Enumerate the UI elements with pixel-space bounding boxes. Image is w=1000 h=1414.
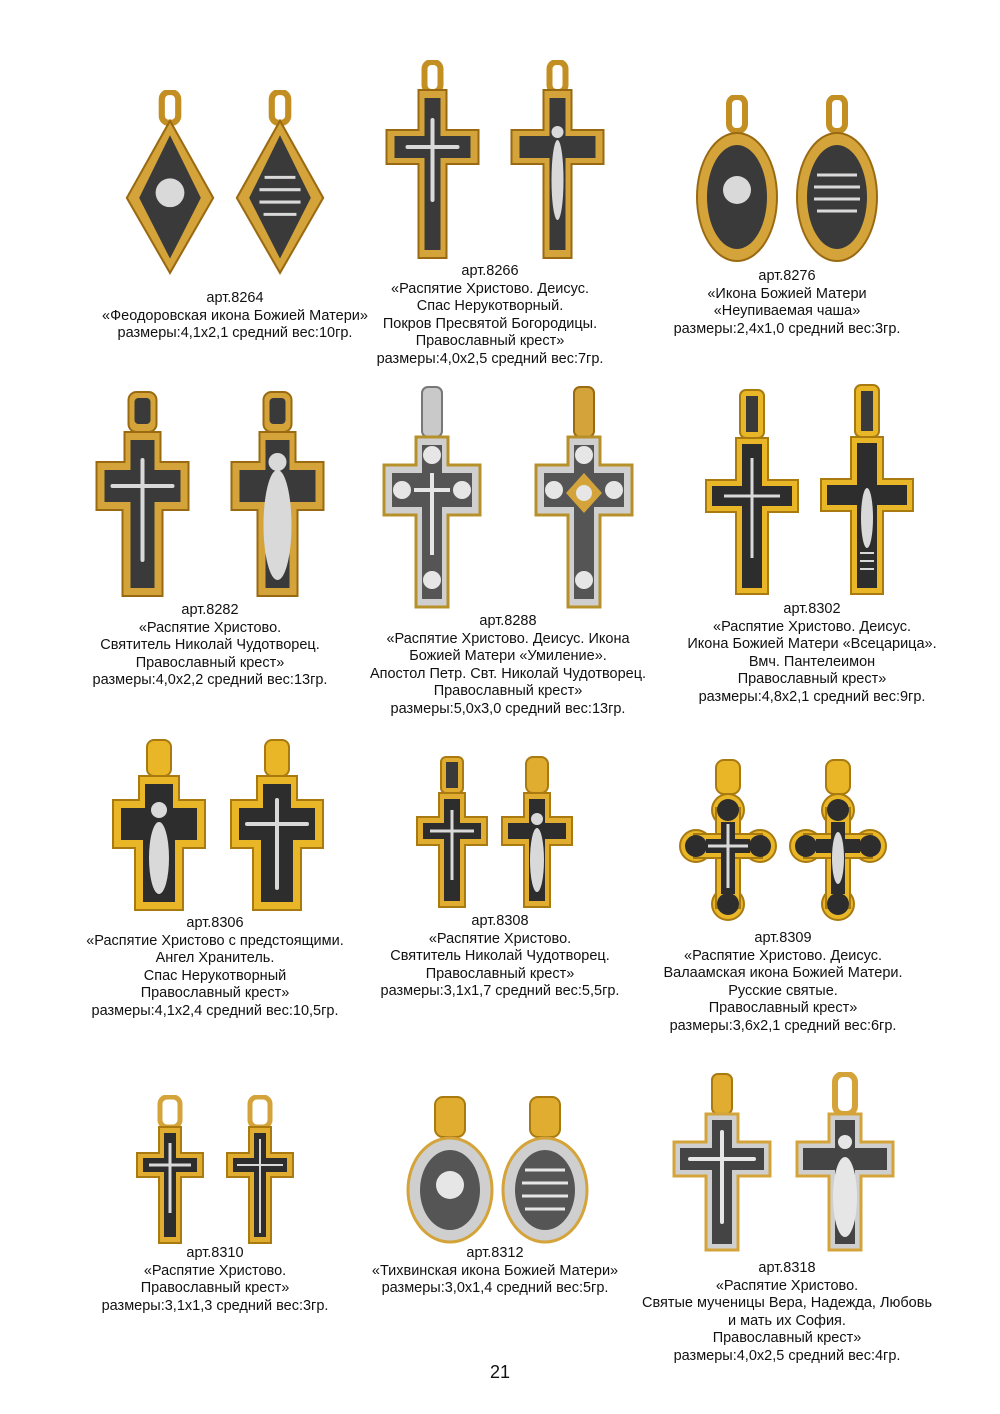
caption-line: Православный крест»: [425, 965, 575, 982]
pendant-back-image: [785, 1072, 905, 1252]
caption-line: Святитель Николай Чудотворец.: [100, 637, 320, 653]
product-caption: [65, 1245, 365, 1315]
pendant-front-image: [405, 1095, 495, 1245]
caption-line: Православный крест»: [708, 1000, 858, 1016]
article-number: арт.8306: [186, 915, 244, 931]
caption-line: Православный крест»: [712, 1330, 862, 1346]
caption-line: «Неупиваемая чаша»: [713, 303, 861, 319]
pendant-back-image: [218, 738, 336, 913]
caption-line: размеры:5,0х3,0 средний вес:13гр.: [390, 700, 626, 717]
article-number: арт.8312: [466, 1245, 524, 1261]
product-images: [65, 738, 365, 913]
caption-line: размеры:4,1х2,4 средний вес:10,5гр.: [91, 1002, 339, 1019]
product-card: [65, 1095, 365, 1314]
caption-line: Покров Пресвятой Богородицы.: [382, 315, 598, 332]
article-number: арт.8276: [758, 268, 816, 284]
pendant-front-image: [115, 90, 225, 275]
caption-line: «Тихвинская икона Божией Матери»: [371, 1262, 619, 1279]
pendant-front-image: [75, 390, 210, 600]
product-card: [340, 60, 640, 367]
product-caption: [633, 930, 933, 1035]
caption-line: Икона Божией Матери «Всецарица».: [687, 636, 937, 652]
caption-line: «Феодоровская икона Божией Матери»: [102, 307, 368, 324]
pendant-front-image: [358, 385, 506, 610]
caption-line: Православный крест»: [135, 654, 285, 671]
caption-line: Ангел Хранитель.: [155, 950, 275, 966]
product-card: [637, 95, 937, 337]
page-number: 21: [489, 1362, 511, 1382]
caption-line: размеры:3,1х1,7 средний вес:5,5гр.: [380, 983, 620, 999]
product-caption: [358, 613, 658, 718]
article-number: арт.8308: [471, 913, 529, 929]
pendant-back-image: [510, 385, 658, 610]
article-number: арт.8318: [758, 1260, 816, 1276]
caption-line: Православный крест»: [415, 333, 565, 349]
pendant-back-image: [812, 383, 922, 598]
pendant-front-image: [697, 388, 807, 598]
caption-line: Вмч. Пантелеимон: [748, 653, 876, 670]
product-card: [637, 1072, 937, 1364]
pendant-back-image: [500, 755, 575, 910]
pendant-back-image: [500, 60, 615, 260]
caption-line: размеры:4,1х2,1 средний вес:10гр.: [117, 325, 353, 341]
caption-line: «Икона Божией Матери: [707, 285, 867, 302]
caption-line: Спас Нерукотворный.: [416, 298, 564, 314]
product-caption: [637, 268, 937, 338]
caption-line: «Распятие Христово.: [428, 930, 572, 947]
pendant-front-image: [100, 738, 218, 913]
caption-line: размеры:3,1х1,3 средний вес:3гр.: [101, 1297, 329, 1314]
pendant-front-image: [678, 758, 778, 923]
caption-line: размеры:4,8х2,1 средний вес:9гр.: [698, 688, 926, 705]
product-card: [350, 755, 650, 999]
product-card: [358, 385, 658, 717]
product-images: [345, 1095, 645, 1245]
pendant-front-image: [375, 60, 490, 260]
product-images: [637, 95, 937, 265]
caption-line: размеры:4,0х2,2 средний вес:13гр.: [92, 672, 328, 688]
product-images: [350, 755, 650, 910]
caption-line: «Распятие Христово. Деисус. Икона: [386, 630, 630, 647]
article-number: арт.8264: [206, 290, 264, 306]
caption-line: «Распятие Христово. Деисус.: [713, 618, 911, 635]
caption-line: Валаамская икона Божией Матери.: [663, 965, 903, 981]
pendant-front-image: [135, 1095, 205, 1245]
pendant-back-image: [210, 390, 345, 600]
pendant-back-image: [225, 90, 335, 275]
caption-line: Православный крест»: [140, 1280, 290, 1296]
product-caption: [637, 1260, 937, 1365]
product-caption: [350, 913, 650, 1001]
caption-line: «Распятие Христово.: [143, 1262, 287, 1279]
pendant-back-image: [792, 95, 882, 265]
product-images: [60, 390, 360, 600]
caption-line: Православный крест»: [140, 985, 290, 1001]
article-number: арт.8266: [461, 263, 519, 279]
caption-line: размеры:2,4х1,0 средний вес:3гр.: [673, 320, 901, 337]
product-caption: [65, 915, 365, 1020]
caption-line: Божией Матери «Умиление».: [409, 648, 607, 664]
article-number: арт.8302: [783, 601, 841, 617]
caption-line: Святитель Николай Чудотворец.: [390, 948, 610, 964]
caption-line: размеры:4,0х2,5 средний вес:7гр.: [376, 350, 604, 367]
product-images: [358, 385, 658, 610]
product-card: [345, 1095, 645, 1296]
article-number: арт.8309: [754, 930, 812, 946]
caption-line: Апостол Петр. Свт. Николай Чудотворец.: [369, 665, 647, 682]
caption-line: «Распятие Христово с предстоящими.: [86, 932, 344, 949]
product-images: [340, 60, 640, 260]
caption-line: размеры:4,0х2,5 средний вес:4гр.: [673, 1347, 901, 1364]
caption-line: «Распятие Христово.: [138, 619, 282, 636]
caption-line: и мать их София.: [728, 1312, 846, 1329]
product-card: [65, 738, 365, 1019]
caption-line: Святые мученицы Вера, Надежда, Любовь: [642, 1295, 932, 1311]
product-caption: [345, 1245, 645, 1298]
pendant-back-image: [500, 1095, 590, 1245]
product-card: [60, 390, 360, 688]
pendant-back-image: [788, 758, 888, 923]
product-images: [65, 1095, 365, 1245]
product-images: [633, 758, 933, 923]
caption-line: Православный крест»: [737, 671, 887, 687]
product-card: [662, 383, 962, 705]
product-caption: [340, 263, 640, 368]
product-card: [633, 758, 933, 1034]
article-number: арт.8282: [181, 602, 239, 618]
caption-line: размеры:3,0х1,4 средний вес:5гр.: [381, 1280, 609, 1296]
pendant-back-image: [225, 1095, 295, 1245]
pendant-front-image: [415, 755, 490, 910]
article-number: арт.8310: [186, 1245, 244, 1261]
caption-line: «Распятие Христово. Деисус.: [391, 280, 589, 297]
product-caption: [60, 602, 360, 690]
caption-line: «Распятие Христово. Деисус.: [684, 947, 882, 964]
caption-line: Спас Нерукотворный: [143, 967, 287, 984]
caption-line: размеры:3,6х2,1 средний вес:6гр.: [669, 1017, 897, 1034]
caption-line: Православный крест»: [433, 683, 583, 699]
caption-line: «Распятие Христово.: [715, 1277, 859, 1294]
product-images: [637, 1072, 937, 1252]
product-caption: [662, 601, 962, 706]
pendant-front-image: [692, 95, 782, 265]
caption-line: Русские святые.: [728, 982, 838, 999]
pendant-front-image: [662, 1072, 782, 1252]
product-images: [662, 383, 962, 598]
article-number: арт.8288: [479, 613, 537, 629]
